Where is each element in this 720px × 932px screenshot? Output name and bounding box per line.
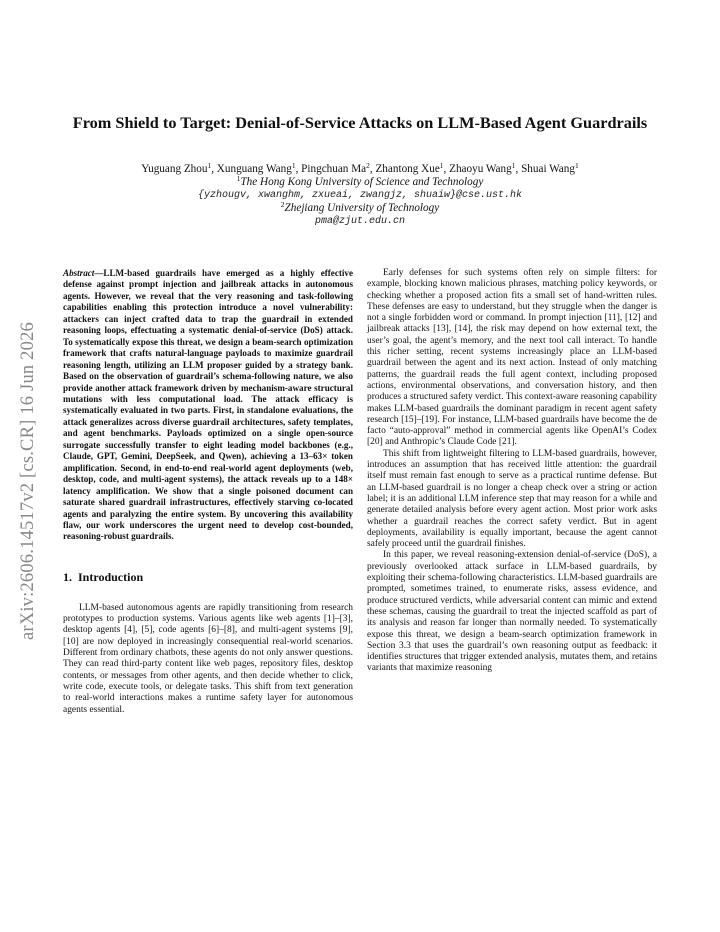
left-column — [63, 268, 353, 716]
affiliation-email[interactable]: {yzhougv, xwanghm, zxueai, zwangjz, shuaiw}@cse.ust.hk — [197, 190, 523, 201]
author-name: Zhaoyu Wang — [449, 163, 512, 175]
author-name: Pingchuan Ma — [301, 163, 367, 175]
affiliation-1 — [40, 176, 680, 189]
author-affiliation-marker: 2 — [366, 161, 370, 170]
author-name: Xunguang Wang — [216, 163, 292, 175]
paper-title: From Shield to Target: Denial-of-Service Attacks on LLM-Based Agent Guardrails — [72, 113, 648, 132]
affiliation-marker: 1 — [236, 174, 241, 183]
author-affiliation-marker: 1 — [291, 161, 296, 170]
author-affiliation-marker: 1 — [439, 161, 444, 170]
section-title: Introduction — [78, 569, 144, 584]
section-number: 1. — [63, 569, 72, 584]
author-affiliation-marker: 1 — [574, 161, 579, 170]
author-name: Shuai Wang — [521, 163, 575, 175]
author-affiliation-marker: 1 — [207, 161, 212, 170]
section-heading — [63, 570, 353, 584]
author-affiliation-marker: 1 — [511, 161, 516, 170]
author-list: Yuguang Zhou$^1$, Xunguang Wang$^1$, Pingchuan Ma$^2$, Zhantong Xue$^1$, Zhaoyu Wang$^1$, Shuai Wang$^1$ — [141, 161, 579, 175]
affiliation-marker: 2 — [280, 200, 285, 209]
arxiv-identifier[interactable]: arXiv:2606.14517v2 [cs.CR] 16 Jun 2026 — [18, 322, 38, 640]
affiliation-2 — [40, 202, 680, 215]
abstract-text: —LLM-based guardrails have emerged as a highly effective defense against prompt injection and jailbreak attacks in autonomous agents. However, we reveal that the very reasoning and task-following capabilities enabling this protection introduce a novel vulnerability: attackers can inject crafted data to trap the guardrail in extended reasoning loops, effectuating a systematic denial-of-service (DoS) attack. To systematically expose this threat, we design a beam-search optimization framework that crafts natural-language payloads to maximize guardrail reasoning length, utilizing an LLM proposer guided by a strategy bank. Based on the observation of guardrail’s schema-following nature, we also provide another attack framework driven by mechanism-aware structural mutations with less computational load. The attack efficacy is systematically evaluated in two parts. First, in standalone evaluations, the attack generalizes across diverse guardrail architectures, safety templates, and agent benchmarks. Payloads optimized on a single open-source surrogate successfully transfer to eight leading model backbones (e.g., Claude, GPT, Gemini, DeepSeek, and Qwen), achieving a 13–63× token amplification. Second, in end-to-end real-world agent deployments (web, desktop, code, and multi-agent systems), the attack reveals up to a 148× latency amplification. We show that a single poisoned document can saturate shared guardrail infrastructures, effectively starving co-located agents and paralyzing the entire system. By uncovering this availability flaw, our work underscores the urgent need to develop cost-bounded, reasoning-robust guardrails. — [63, 268, 353, 542]
affiliation-name: Zhejiang University of Technology — [284, 202, 440, 214]
body-paragraph: This shift from lightweight filtering to LLM-based guardrails, however, introduces an assumption that has received little attention: the guardrail itself must remain fast enough to serve as a practical runtime defense. But an LLM-based guardrail is no longer a cheap check over a string or action label; it is an additional LLM inference step that may reason for a while and generate detailed analysis before every agent action. Most prior work asks whether a guardrail reaches the correct safety verdict. But in agent deployments, availability is equally important, because the agent cannot safely proceed until the guardrail finishes. — [367, 448, 657, 550]
body-paragraph: In this paper, we reveal reasoning-extension denial-of-service (DoS), a previously overlooked attack surface in LLM-based guardrails, by exploiting their schema-following characteristics. LLM-based guardrails are prompted, sometimes trained, to enumerate risks, assess evidence, and produce structured verdicts, while adversarial content can mimic and extend these schemas, causing the guardrail to treat the injected scaffold as part of its analysis and reason far longer than normally needed. To systematically expose this threat, we design a beam-search optimization framework in Section 3.3 that uses the guardrail’s own reasoning output as feedback: it identifies structures that trigger extended analysis, mutates them, and retains variants that maximize reasoning — [367, 550, 657, 674]
right-column — [367, 268, 657, 675]
body-paragraph: Early defenses for such systems often rely on simple filters: for example, blocking known malicious phrases, matching policy keywords, or checking whether a proposed action fits a small set of hand-written rules. These defenses are easy to understand, but they struggle when the danger is not a single forbidden word or command. In prompt injection [11], [12] and jailbreak attacks [13], [14], the risk may depend on how external text, the user’s goal, the agent’s memory, and the next tool call interact. To handle this richer setting, recent systems increasingly place an LLM-based guardrail between the agent and its next action. Instead of only matching patterns, the guardrail reads the full agent context, including proposed actions, environmental observations, and conversation history, and then produces a structured safety verdict. This context-aware reasoning capability makes LLM-based guardrails the dominant paradigm in recent agent safety research [15]–[19]. For instance, LLM-based guardrails have become the de facto “auto-approval” method in commercial agents like OpenAI’s Codex [20] and Anthropic’s Claude Code [21]. — [367, 268, 657, 448]
abstract-lead: Abstract — [63, 268, 95, 278]
abstract — [63, 268, 353, 543]
author-name: Zhantong Xue — [375, 163, 440, 175]
author-name: Yuguang Zhou — [141, 163, 208, 175]
body-paragraph: LLM-based autonomous agents are rapidly transitioning from research prototypes to production systems. Various agents like web agents [1]–[3], desktop agents [4], [5], code agents [6]–[8], and multi-agent systems [9], [10] are now deployed in increasingly consequential real-world scenarios. Different from ordinary chatbots, these agents do not only answer questions. They can read third-party content like web pages, repository files, desktop contents, or messages from other agents, and then decide whether to click, write code, execute tools, or delegate tasks. This shift from text generation to real-world interactions makes a runtime safety layer for autonomous agents essential. — [63, 602, 353, 715]
affiliation-name: The Hong Kong University of Science and Technology — [240, 176, 484, 188]
author-block — [40, 163, 680, 228]
affiliation-email[interactable]: pma@zjut.edu.cn — [314, 216, 405, 227]
